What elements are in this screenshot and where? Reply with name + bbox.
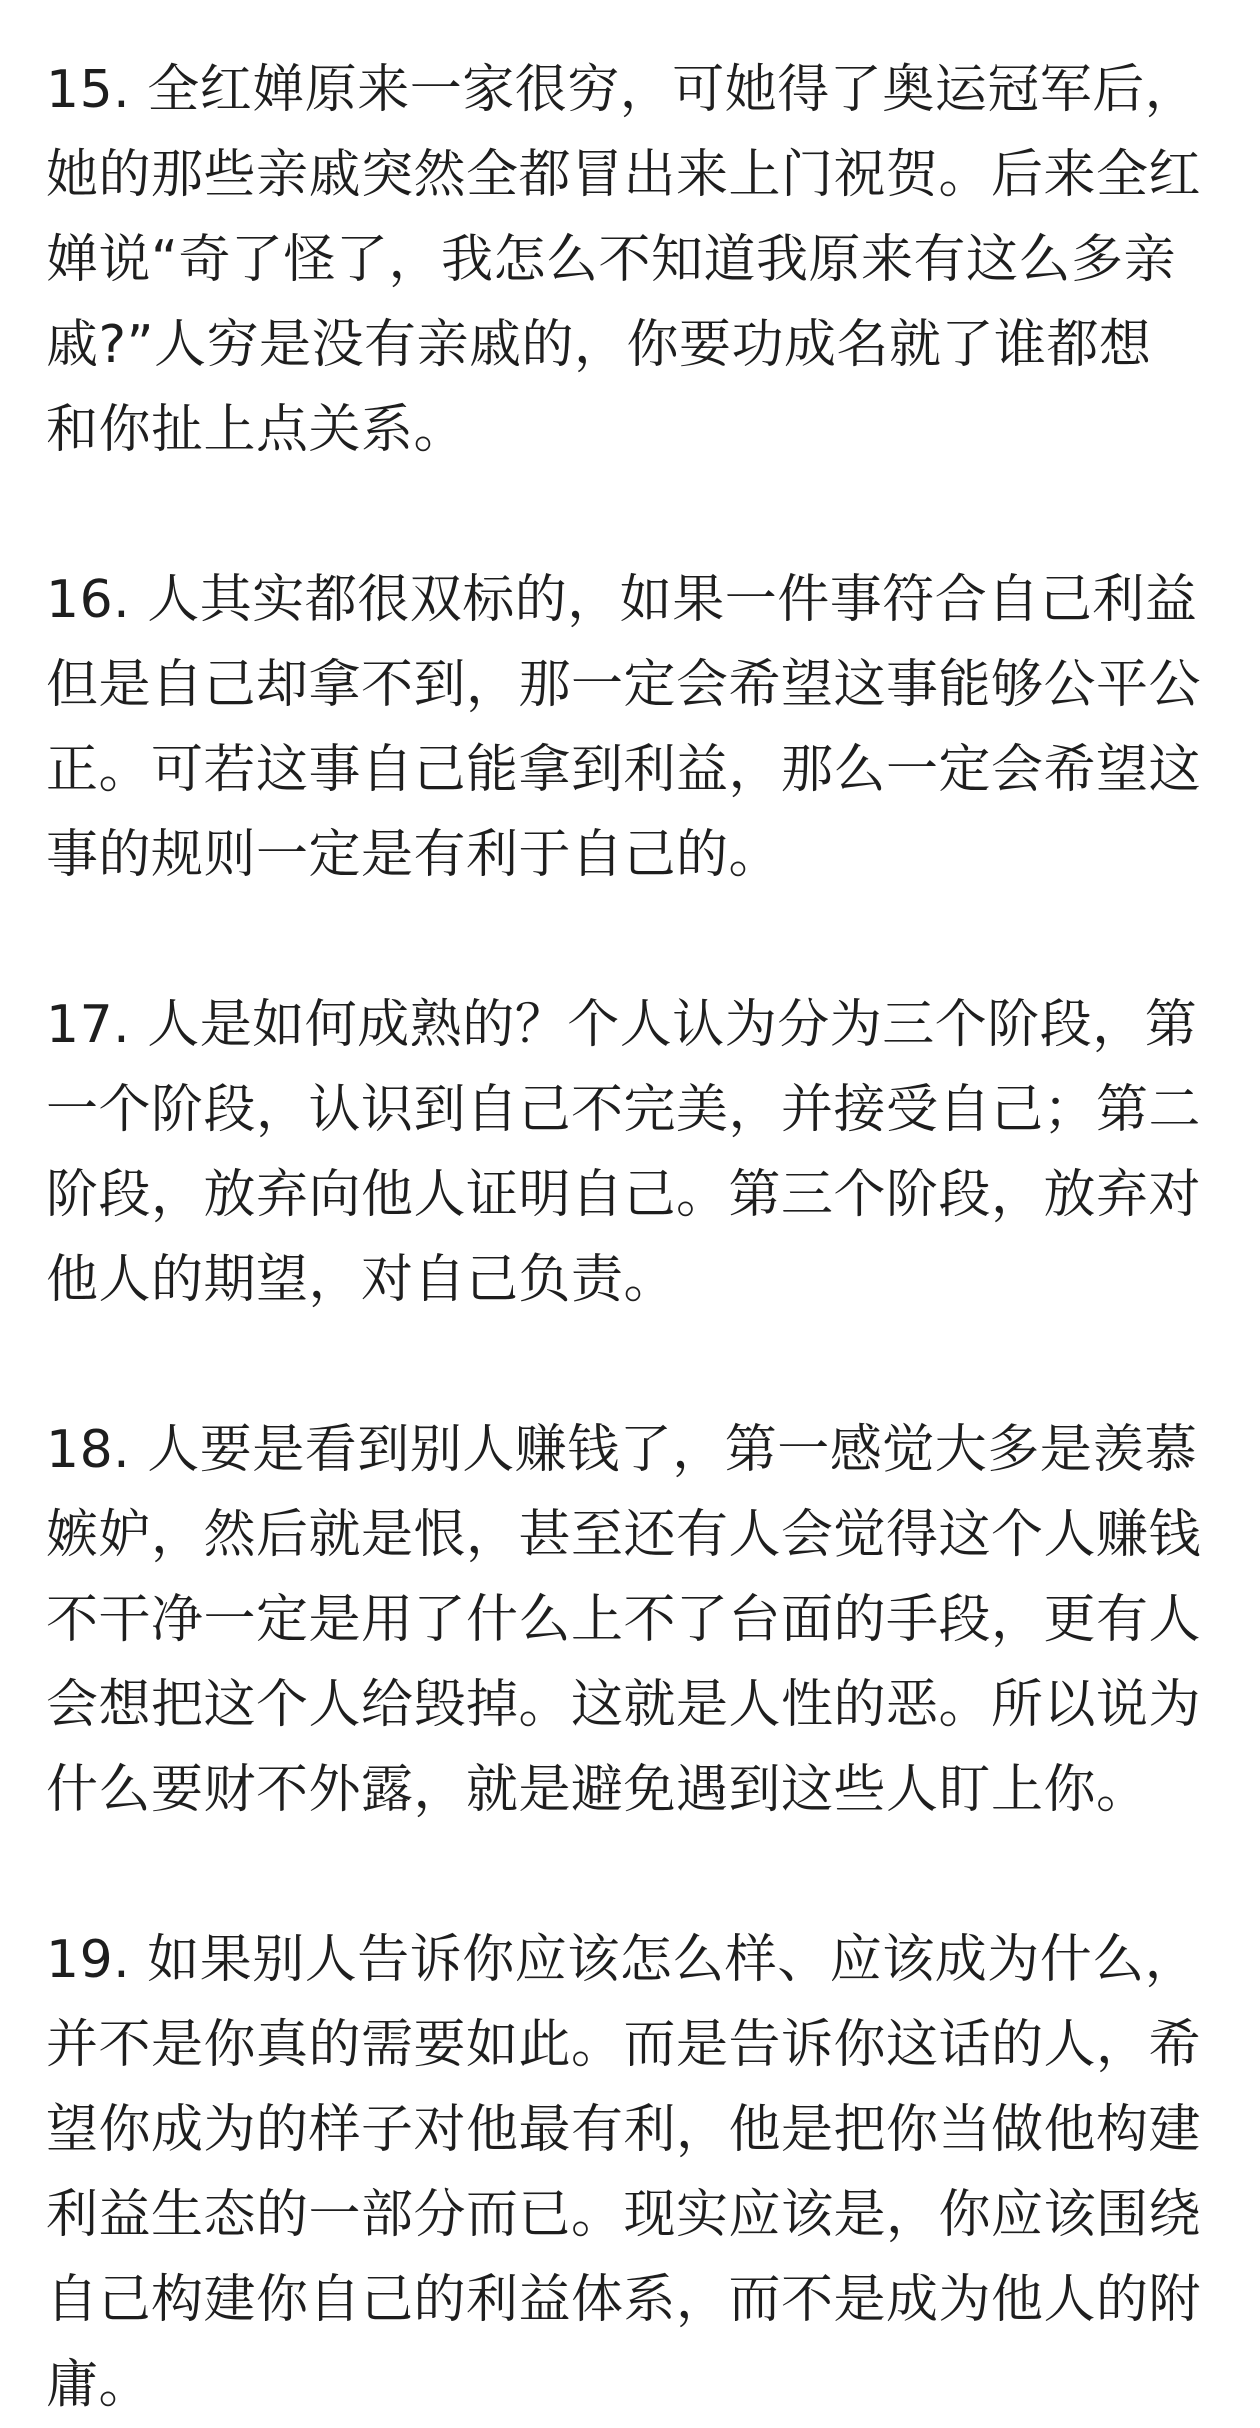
text-line: 16. 人其实都很双标的，如果一件事符合自己利益 — [46, 570, 1198, 630]
paragraph-15 — [46, 48, 1214, 473]
text-line: 自己构建你自己的利益体系，而不是成为他人的附 — [46, 2270, 1202, 2330]
text-line: 嫉妒，然后就是恨，甚至还有人会觉得这个人赚钱 — [46, 1505, 1202, 1565]
text-line: 戚?”人穷是没有亲戚的，你要功成名就了谁都想 — [46, 315, 1152, 375]
text-line: 他人的期望，对自己负责。 — [46, 1250, 677, 1310]
text-line: 19. 如果别人告诉你应该怎么样、应该成为什么， — [46, 1930, 1198, 1990]
text-line: 但是自己却拿不到，那一定会希望这事能够公平公 — [46, 655, 1202, 715]
paragraph-spacer — [46, 1323, 1214, 1408]
text-line: 利益生态的一部分而已。现实应该是，你应该围绕 — [46, 2185, 1202, 2245]
text-line: 一个阶段，认识到自己不完美，并接受自己；第二 — [46, 1080, 1202, 1140]
text-line: 婵说“奇了怪了，我怎么不知道我原来有这么多亲 — [46, 230, 1176, 290]
text-line: 她的那些亲戚突然全都冒出来上门祝贺。后来全红 — [46, 145, 1202, 205]
text-line: 15. 全红婵原来一家很穷，可她得了奥运冠军后， — [46, 60, 1198, 120]
text-line: 18. 人要是看到别人赚钱了，第一感觉大多是羡慕 — [46, 1420, 1198, 1480]
text-line: 什么要财不外露，就是避免遇到这些人盯上你。 — [46, 1760, 1149, 1820]
paragraph-spacer — [46, 1833, 1214, 1918]
text-line: 会想把这个人给毁掉。这就是人性的恶。所以说为 — [46, 1675, 1202, 1735]
text-line: 和你扯上点关系。 — [46, 400, 467, 460]
text-line: 阶段，放弃向他人证明自己。第三个阶段，放弃对 — [46, 1165, 1202, 1225]
text-line: 17. 人是如何成熟的？个人认为分为三个阶段，第 — [46, 995, 1198, 1055]
paragraph-spacer — [46, 473, 1214, 558]
text-line: 事的规则一定是有利于自己的。 — [46, 825, 782, 885]
paragraph-17 — [46, 983, 1214, 1323]
paragraph-19 — [46, 1918, 1214, 2428]
text-line: 庸。 — [46, 2355, 152, 2415]
text-line: 并不是你真的需要如此。而是告诉你这话的人，希 — [46, 2015, 1202, 2075]
text-line: 望你成为的样子对他最有利，他是把你当做他构建 — [46, 2100, 1202, 2160]
text-line: 不干净一定是用了什么上不了台面的手段，更有人 — [46, 1590, 1202, 1650]
paragraph-spacer — [46, 898, 1214, 983]
text-line: 正。可若这事自己能拿到利益，那么一定会希望这 — [46, 740, 1202, 800]
paragraph-16 — [46, 558, 1214, 898]
paragraph-18 — [46, 1408, 1214, 1833]
